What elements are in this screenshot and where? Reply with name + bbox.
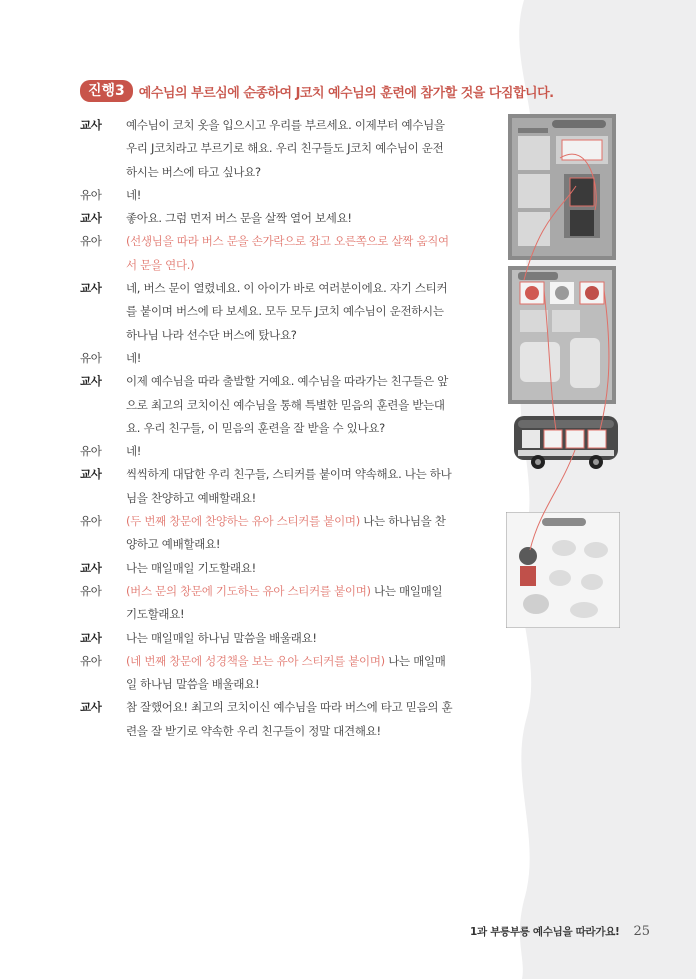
dialogue-line <box>80 627 480 650</box>
speech-fragment: 나는 매일매 <box>384 653 446 668</box>
dialogue-line <box>80 417 480 440</box>
dialogue-line <box>80 184 480 207</box>
footer-lesson-title: 1과 부릉부릉 예수님을 따라가요! <box>470 926 620 938</box>
dialogue-line <box>80 324 480 347</box>
stage-direction: (네 번째 창문에 성경책을 보는 유아 스티커를 붙이며) <box>126 653 385 668</box>
speaker-label: 유아 <box>80 444 102 459</box>
step-badge: 진행3 <box>80 80 133 102</box>
speech-fragment: 나는 매일매일 <box>370 583 443 598</box>
dialogue-line <box>80 114 480 137</box>
speaker-label: 유아 <box>80 234 102 249</box>
speech-text <box>126 580 480 603</box>
dialogue-line <box>80 254 480 277</box>
speech-text: 네! <box>126 444 142 459</box>
speaker-label <box>80 720 126 743</box>
speaker-label <box>80 161 126 184</box>
speech-text: 를 붙이며 버스에 타 보세요. 모두 모두 J코치 예수님이 운전하시는 <box>126 304 444 319</box>
stage-direction: (두 번째 창문에 찬양하는 유아 스티커를 붙이며) <box>126 514 360 529</box>
speaker-label <box>80 603 126 626</box>
page-number: 25 <box>633 924 651 939</box>
dialogue-line <box>80 300 480 323</box>
dialogue-line <box>80 277 480 300</box>
speech-text: 네! <box>126 350 142 365</box>
speaker-label <box>80 137 126 160</box>
stage-direction: (선생님을 따라 버스 문을 손가락으로 잡고 오른쪽으로 살짝 움직여 <box>126 234 449 249</box>
dialogue-line <box>80 463 480 486</box>
speech-text: 하나님 나라 선수단 버스에 탔나요? <box>126 327 297 342</box>
dialogue-line <box>80 557 480 580</box>
speaker-label <box>80 673 126 696</box>
connector-arrows <box>500 130 630 550</box>
speech-text: 참 잘했어요! 최고의 코치이신 예수님을 따라 버스에 타고 믿음의 훈 <box>126 700 453 715</box>
speech-text: 나는 매일매일 하나님 말씀을 배울래요! <box>126 630 317 645</box>
dialogue-line <box>80 347 480 370</box>
speaker-label: 교사 <box>80 467 102 482</box>
speaker-label: 교사 <box>80 281 102 296</box>
speech-text: 님을 찬양하고 예배할래요! <box>126 490 256 505</box>
speaker-label: 교사 <box>80 700 102 715</box>
speaker-label <box>80 254 126 277</box>
dialogue-line <box>80 440 480 463</box>
stage-direction: 서 문을 연다.) <box>126 257 195 272</box>
dialogue-script <box>80 114 480 743</box>
speech-text: 좋아요. 그럼 먼저 버스 문을 살짝 열어 보세요! <box>126 211 352 226</box>
speaker-label: 교사 <box>80 560 102 575</box>
dialogue-line <box>80 603 480 626</box>
stage-direction: (버스 문의 창문에 기도하는 유아 스티커를 붙이며) <box>126 583 371 598</box>
dialogue-line <box>80 533 480 556</box>
dialogue-line <box>80 696 480 719</box>
speaker-label: 유아 <box>80 583 102 598</box>
speech-text <box>126 510 480 533</box>
speaker-label: 교사 <box>80 211 102 226</box>
speech-text: 네! <box>126 187 142 202</box>
speaker-label: 교사 <box>80 630 102 645</box>
speech-text: 일 하나님 말씀을 배울래요! <box>126 677 260 692</box>
speaker-label: 유아 <box>80 187 102 202</box>
speaker-label <box>80 417 126 440</box>
speaker-label: 유아 <box>80 653 102 668</box>
dialogue-line <box>80 370 480 393</box>
speech-text: 예수님이 코치 옷을 입으시고 우리를 부르세요. 이제부터 예수님을 <box>126 118 445 132</box>
page-footer <box>470 924 650 939</box>
dialogue-line <box>80 720 480 743</box>
speech-text: 으로 최고의 코치이신 예수님을 통해 특별한 믿음의 훈련을 받는대 <box>126 397 445 412</box>
speaker-label <box>80 487 126 510</box>
speech-text: 요. 우리 친구들, 이 믿음의 훈련을 잘 받을 수 있나요? <box>126 420 385 435</box>
speech-text: 기도할래요! <box>126 607 185 622</box>
dialogue-line <box>80 161 480 184</box>
dialogue-line <box>80 650 480 673</box>
speech-fragment: 나는 하나님을 찬 <box>359 514 446 529</box>
dialogue-line <box>80 673 480 696</box>
speech-text: 우리 J코치라고 부르기로 해요. 우리 친구들도 J코치 예수님이 운전 <box>126 141 444 156</box>
dialogue-line <box>80 580 480 603</box>
speaker-label <box>80 300 126 323</box>
speaker-label: 유아 <box>80 514 102 529</box>
speech-text: 네, 버스 문이 열렸네요. 이 아이가 바로 여러분이에요. 자기 스티커 <box>126 281 448 296</box>
dialogue-line <box>80 230 480 253</box>
speech-text: 이제 예수님을 따라 출발할 거예요. 예수님을 따라가는 친구들은 앞 <box>126 374 449 389</box>
dialogue-line <box>80 487 480 510</box>
speech-text: 씩씩하게 대답한 우리 친구들, 스티커를 붙이며 약속해요. 나는 하나 <box>126 467 452 482</box>
step-title: 예수님의 부르심에 순종하여 J코치 예수님의 훈련에 참가할 것을 다짐합니다. <box>138 85 554 101</box>
speaker-label <box>80 394 126 417</box>
speaker-label: 교사 <box>80 374 102 389</box>
dialogue-line <box>80 510 480 533</box>
speaker-label: 유아 <box>80 350 102 365</box>
speech-text <box>126 650 480 673</box>
speech-text: 련을 잘 받기로 약속한 우리 친구들이 정말 대견해요! <box>126 723 381 738</box>
dialogue-line <box>80 207 480 230</box>
speech-text: 하시는 버스에 타고 싶나요? <box>126 164 261 179</box>
speaker-label: 교사 <box>80 118 102 132</box>
dialogue-line <box>80 394 480 417</box>
speech-text: 나는 매일매일 기도할래요! <box>126 560 256 575</box>
speaker-label <box>80 324 126 347</box>
dialogue-line <box>80 137 480 160</box>
speech-text: 양하고 예배할래요! <box>126 537 221 552</box>
step-header <box>80 80 554 102</box>
speaker-label <box>80 533 126 556</box>
